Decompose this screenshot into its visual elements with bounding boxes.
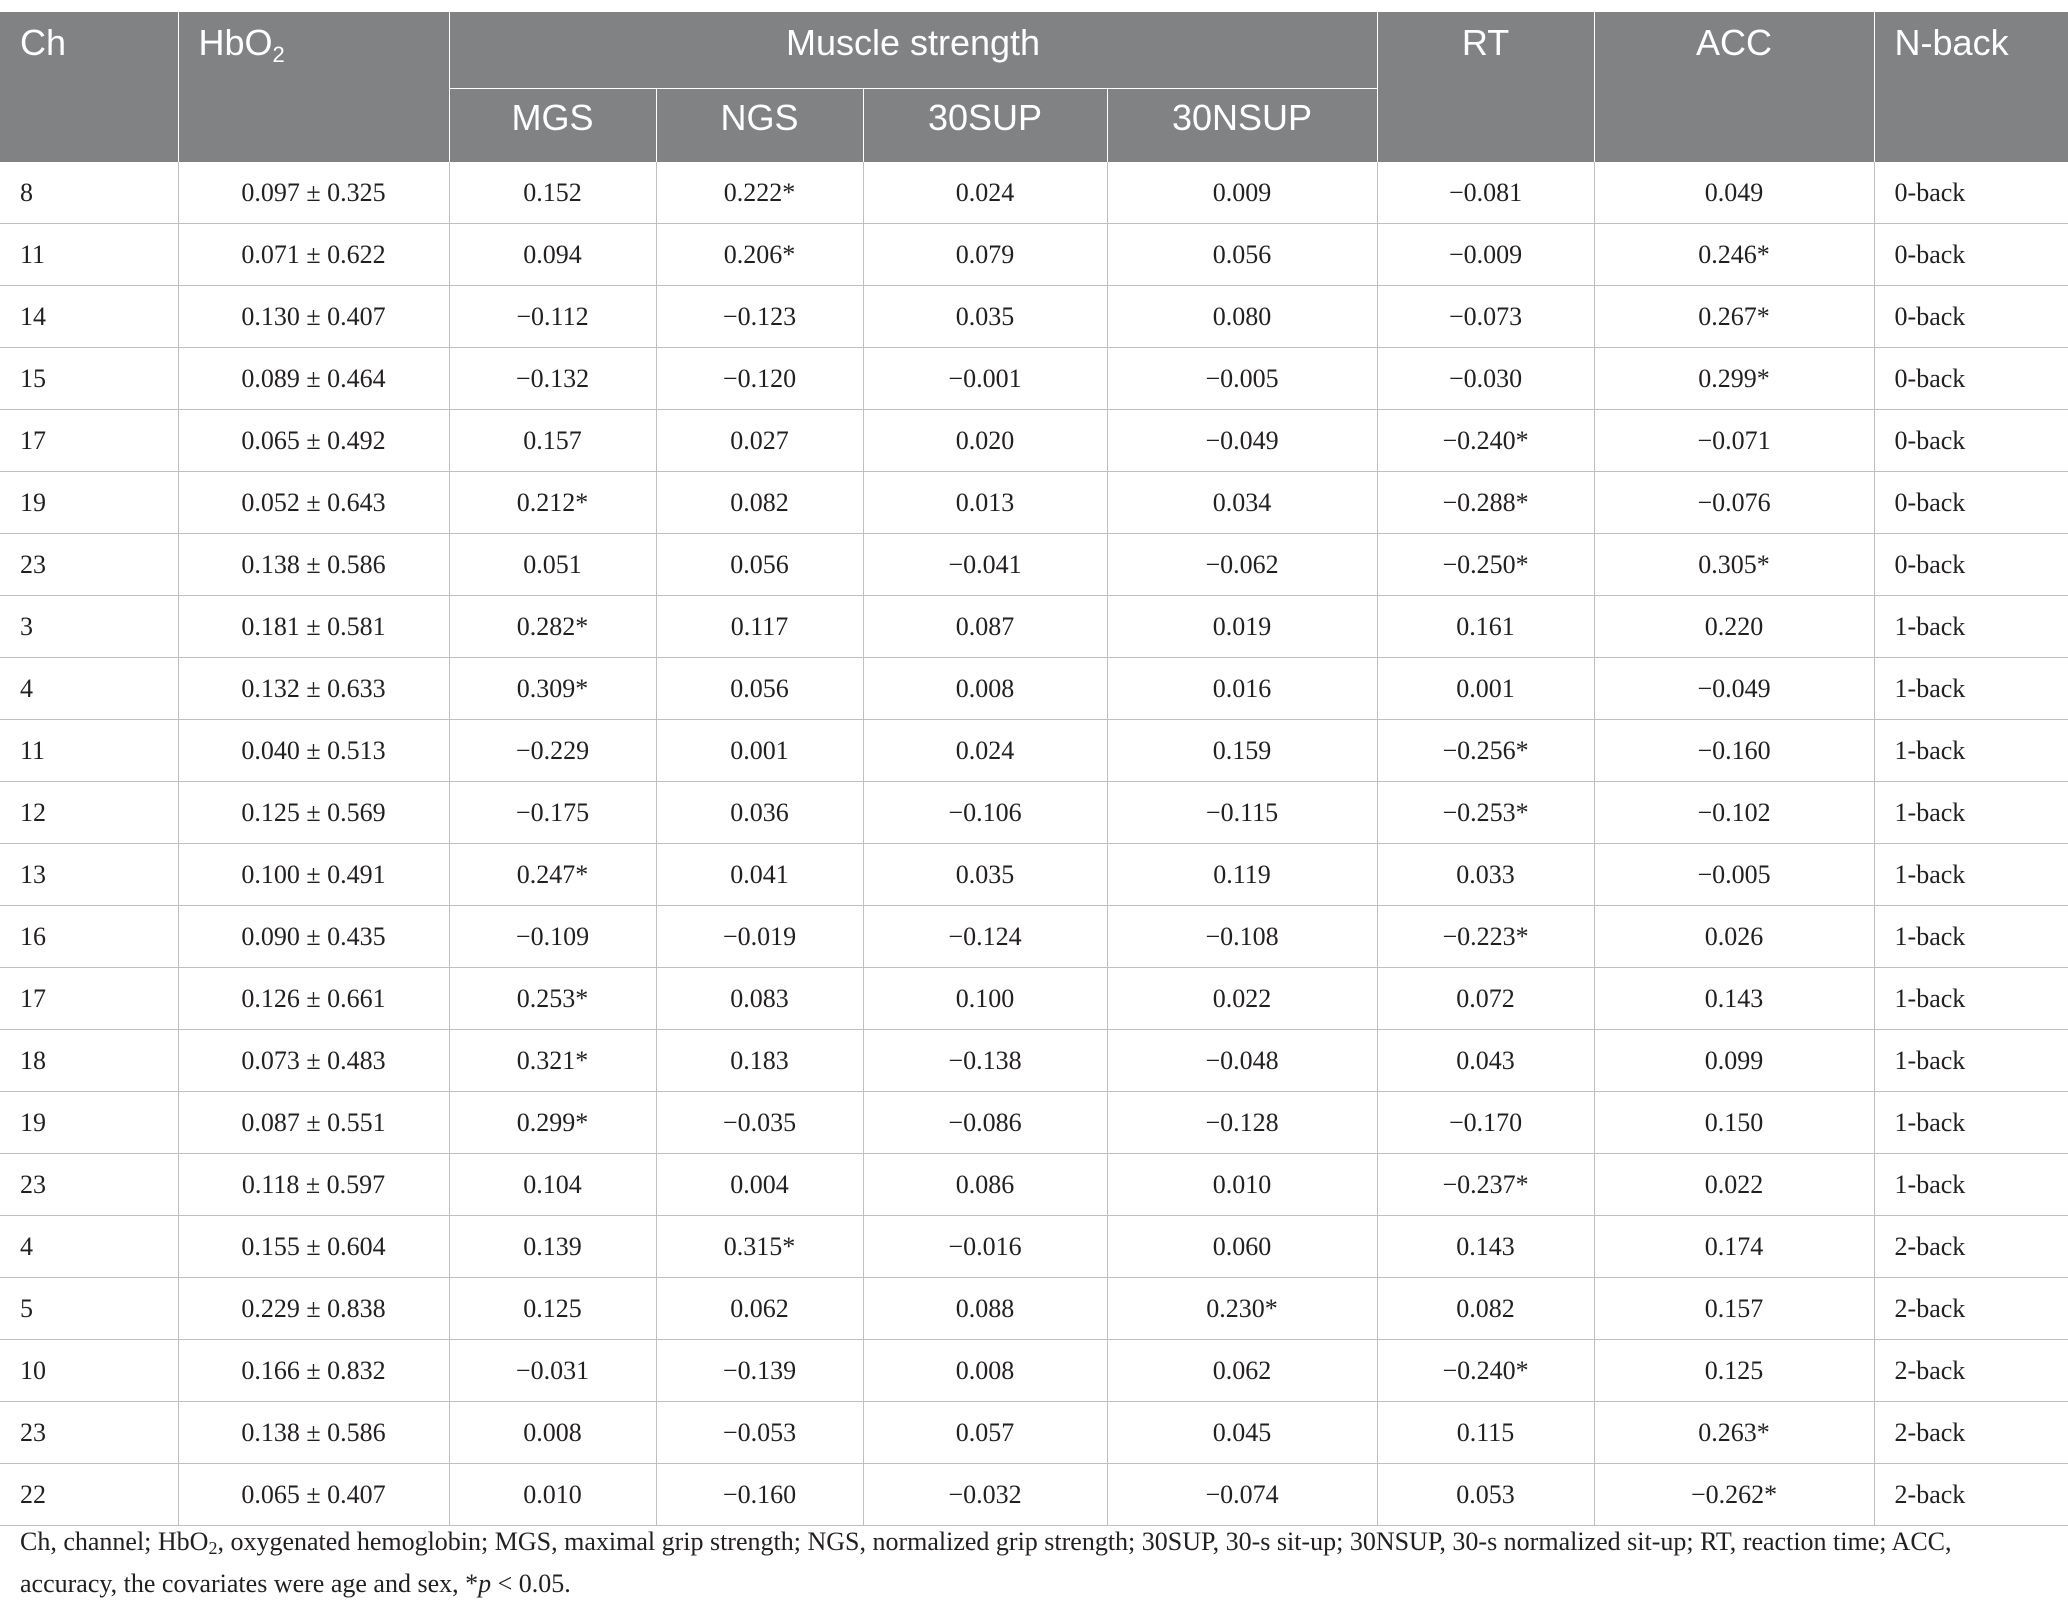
cell-ngs: −0.053 [656, 1402, 863, 1464]
cell-ch: 10 [0, 1340, 178, 1402]
cell-rt: 0.033 [1377, 844, 1594, 906]
cell-nback: 0-back [1874, 348, 2068, 410]
cell-acc: −0.049 [1594, 658, 1874, 720]
cell-ngs: 0.062 [656, 1278, 863, 1340]
cell-hbo2: 0.052 ± 0.643 [178, 472, 449, 534]
cell-acc: 0.150 [1594, 1092, 1874, 1154]
cell-acc: 0.022 [1594, 1154, 1874, 1216]
cell-30nsup: −0.074 [1107, 1464, 1377, 1526]
cell-mgs: 0.247* [449, 844, 656, 906]
cell-ngs: 0.041 [656, 844, 863, 906]
cell-nback: 0-back [1874, 410, 2068, 472]
header-rt: RT [1377, 12, 1594, 162]
cell-nback: 1-back [1874, 720, 2068, 782]
cell-30nsup: 0.159 [1107, 720, 1377, 782]
cell-30sup: −0.138 [863, 1030, 1107, 1092]
cell-ngs: 0.117 [656, 596, 863, 658]
cell-nback: 2-back [1874, 1216, 2068, 1278]
table-row [0, 286, 2068, 348]
cell-hbo2: 0.155 ± 0.604 [178, 1216, 449, 1278]
cell-acc: 0.220 [1594, 596, 1874, 658]
cell-nback: 1-back [1874, 844, 2068, 906]
cell-nback: 0-back [1874, 286, 2068, 348]
table-row [0, 224, 2068, 286]
cell-acc: 0.267* [1594, 286, 1874, 348]
table-row [0, 1216, 2068, 1278]
cell-hbo2: 0.138 ± 0.586 [178, 534, 449, 596]
table-row [0, 472, 2068, 534]
cell-mgs: −0.109 [449, 906, 656, 968]
table-header [0, 12, 2068, 162]
cell-ngs: 0.027 [656, 410, 863, 472]
table-row [0, 782, 2068, 844]
cell-nback: 1-back [1874, 596, 2068, 658]
header-ch: Ch [0, 12, 178, 162]
cell-rt: −0.256* [1377, 720, 1594, 782]
header-muscle-strength: Muscle strength [449, 12, 1377, 89]
footnote-text-3: < 0.05. [491, 1569, 571, 1598]
cell-hbo2: 0.089 ± 0.464 [178, 348, 449, 410]
cell-rt: −0.009 [1377, 224, 1594, 286]
cell-rt: 0.115 [1377, 1402, 1594, 1464]
cell-mgs: −0.175 [449, 782, 656, 844]
table-row [0, 1092, 2068, 1154]
cell-30nsup: −0.062 [1107, 534, 1377, 596]
footnote-p-symbol: p [478, 1569, 492, 1598]
cell-30nsup: 0.022 [1107, 968, 1377, 1030]
cell-nback: 1-back [1874, 1030, 2068, 1092]
table-row [0, 348, 2068, 410]
cell-acc: 0.174 [1594, 1216, 1874, 1278]
table-row [0, 844, 2068, 906]
cell-ch: 19 [0, 1092, 178, 1154]
cell-30nsup: 0.010 [1107, 1154, 1377, 1216]
cell-nback: 0-back [1874, 472, 2068, 534]
cell-mgs: 0.139 [449, 1216, 656, 1278]
cell-30nsup: −0.005 [1107, 348, 1377, 410]
cell-ch: 4 [0, 1216, 178, 1278]
cell-hbo2: 0.073 ± 0.483 [178, 1030, 449, 1092]
table-row [0, 534, 2068, 596]
table-row [0, 596, 2068, 658]
cell-30nsup: 0.045 [1107, 1402, 1377, 1464]
cell-30nsup: 0.062 [1107, 1340, 1377, 1402]
cell-30sup: 0.079 [863, 224, 1107, 286]
cell-rt: 0.143 [1377, 1216, 1594, 1278]
cell-nback: 1-back [1874, 782, 2068, 844]
cell-30sup: 0.008 [863, 658, 1107, 720]
cell-mgs: −0.031 [449, 1340, 656, 1402]
cell-30sup: 0.035 [863, 844, 1107, 906]
cell-30sup: 0.035 [863, 286, 1107, 348]
cell-rt: 0.161 [1377, 596, 1594, 658]
cell-rt: −0.030 [1377, 348, 1594, 410]
cell-rt: −0.240* [1377, 1340, 1594, 1402]
cell-ngs: 0.083 [656, 968, 863, 1030]
table-footnote [20, 1522, 2040, 1603]
cell-rt: 0.053 [1377, 1464, 1594, 1526]
cell-acc: 0.143 [1594, 968, 1874, 1030]
cell-ngs: 0.082 [656, 472, 863, 534]
cell-rt: −0.237* [1377, 1154, 1594, 1216]
cell-ngs: 0.056 [656, 534, 863, 596]
cell-hbo2: 0.126 ± 0.661 [178, 968, 449, 1030]
cell-30nsup: −0.048 [1107, 1030, 1377, 1092]
cell-ch: 12 [0, 782, 178, 844]
cell-ch: 8 [0, 162, 178, 224]
cell-nback: 0-back [1874, 534, 2068, 596]
cell-mgs: 0.094 [449, 224, 656, 286]
header-ngs: NGS [656, 89, 863, 163]
cell-30sup: 0.057 [863, 1402, 1107, 1464]
cell-30sup: −0.032 [863, 1464, 1107, 1526]
cell-ngs: 0.222* [656, 162, 863, 224]
cell-30nsup: 0.060 [1107, 1216, 1377, 1278]
table-row [0, 1340, 2068, 1402]
cell-30sup: −0.001 [863, 348, 1107, 410]
results-table-container [0, 12, 2068, 1526]
cell-ngs: 0.183 [656, 1030, 863, 1092]
cell-ch: 11 [0, 224, 178, 286]
cell-mgs: 0.299* [449, 1092, 656, 1154]
cell-ngs: −0.160 [656, 1464, 863, 1526]
cell-ngs: −0.139 [656, 1340, 863, 1402]
cell-rt: −0.240* [1377, 410, 1594, 472]
cell-rt: 0.001 [1377, 658, 1594, 720]
cell-hbo2: 0.166 ± 0.832 [178, 1340, 449, 1402]
cell-ch: 23 [0, 1402, 178, 1464]
cell-mgs: 0.253* [449, 968, 656, 1030]
table-body [0, 162, 2068, 1526]
cell-rt: −0.081 [1377, 162, 1594, 224]
header-30sup: 30SUP [863, 89, 1107, 163]
cell-acc: −0.262* [1594, 1464, 1874, 1526]
cell-nback: 1-back [1874, 1092, 2068, 1154]
cell-30sup: 0.024 [863, 720, 1107, 782]
cell-nback: 1-back [1874, 1154, 2068, 1216]
cell-acc: −0.005 [1594, 844, 1874, 906]
cell-hbo2: 0.040 ± 0.513 [178, 720, 449, 782]
cell-30nsup: 0.019 [1107, 596, 1377, 658]
cell-mgs: 0.152 [449, 162, 656, 224]
table-row [0, 1030, 2068, 1092]
cell-rt: −0.253* [1377, 782, 1594, 844]
cell-mgs: 0.282* [449, 596, 656, 658]
cell-rt: 0.072 [1377, 968, 1594, 1030]
cell-rt: −0.288* [1377, 472, 1594, 534]
cell-nback: 2-back [1874, 1340, 2068, 1402]
cell-mgs: 0.309* [449, 658, 656, 720]
cell-ch: 23 [0, 534, 178, 596]
cell-30nsup: 0.016 [1107, 658, 1377, 720]
cell-ngs: −0.019 [656, 906, 863, 968]
cell-ch: 15 [0, 348, 178, 410]
header-mgs: MGS [449, 89, 656, 163]
cell-acc: 0.299* [1594, 348, 1874, 410]
cell-ngs: 0.315* [656, 1216, 863, 1278]
cell-nback: 0-back [1874, 162, 2068, 224]
cell-ngs: 0.004 [656, 1154, 863, 1216]
cell-rt: −0.073 [1377, 286, 1594, 348]
cell-hbo2: 0.087 ± 0.551 [178, 1092, 449, 1154]
cell-acc: 0.305* [1594, 534, 1874, 596]
cell-30sup: 0.088 [863, 1278, 1107, 1340]
cell-30sup: −0.124 [863, 906, 1107, 968]
cell-hbo2: 0.065 ± 0.407 [178, 1464, 449, 1526]
cell-ngs: −0.123 [656, 286, 863, 348]
cell-ch: 18 [0, 1030, 178, 1092]
cell-mgs: 0.010 [449, 1464, 656, 1526]
cell-hbo2: 0.130 ± 0.407 [178, 286, 449, 348]
table-row [0, 410, 2068, 472]
cell-hbo2: 0.181 ± 0.581 [178, 596, 449, 658]
cell-acc: 0.263* [1594, 1402, 1874, 1464]
cell-ch: 3 [0, 596, 178, 658]
cell-ngs: 0.036 [656, 782, 863, 844]
cell-ch: 13 [0, 844, 178, 906]
cell-30nsup: −0.128 [1107, 1092, 1377, 1154]
table-row [0, 658, 2068, 720]
cell-mgs: 0.051 [449, 534, 656, 596]
table-row [0, 906, 2068, 968]
cell-ch: 14 [0, 286, 178, 348]
header-30nsup: 30NSUP [1107, 89, 1377, 163]
cell-mgs: −0.229 [449, 720, 656, 782]
cell-ngs: −0.035 [656, 1092, 863, 1154]
cell-hbo2: 0.097 ± 0.325 [178, 162, 449, 224]
cell-acc: 0.246* [1594, 224, 1874, 286]
cell-30nsup: 0.119 [1107, 844, 1377, 906]
header-hbo2-subscript: 2 [272, 42, 285, 67]
table-row [0, 162, 2068, 224]
cell-30nsup: 0.230* [1107, 1278, 1377, 1340]
table-row [0, 720, 2068, 782]
table-row [0, 968, 2068, 1030]
cell-30sup: −0.086 [863, 1092, 1107, 1154]
cell-30nsup: 0.034 [1107, 472, 1377, 534]
cell-30sup: −0.106 [863, 782, 1107, 844]
cell-mgs: −0.112 [449, 286, 656, 348]
footnote-text-1: Ch, channel; HbO [20, 1527, 209, 1556]
cell-mgs: 0.212* [449, 472, 656, 534]
correlation-table [0, 12, 2068, 1526]
cell-rt: −0.250* [1377, 534, 1594, 596]
cell-ch: 17 [0, 410, 178, 472]
cell-ngs: 0.206* [656, 224, 863, 286]
cell-nback: 2-back [1874, 1278, 2068, 1340]
cell-mgs: 0.008 [449, 1402, 656, 1464]
cell-acc: −0.076 [1594, 472, 1874, 534]
cell-hbo2: 0.071 ± 0.622 [178, 224, 449, 286]
table-row [0, 1402, 2068, 1464]
cell-hbo2: 0.132 ± 0.633 [178, 658, 449, 720]
cell-ch: 22 [0, 1464, 178, 1526]
header-nback: N-back [1874, 12, 2068, 162]
cell-30sup: −0.016 [863, 1216, 1107, 1278]
table-row [0, 1278, 2068, 1340]
cell-mgs: −0.132 [449, 348, 656, 410]
cell-acc: 0.026 [1594, 906, 1874, 968]
header-hbo2 [178, 12, 449, 162]
cell-30nsup: 0.080 [1107, 286, 1377, 348]
cell-30nsup: −0.115 [1107, 782, 1377, 844]
cell-ch: 17 [0, 968, 178, 1030]
header-hbo2-main: HbO [198, 22, 273, 63]
cell-mgs: 0.157 [449, 410, 656, 472]
cell-30sup: 0.013 [863, 472, 1107, 534]
table-row [0, 1154, 2068, 1216]
cell-ngs: 0.001 [656, 720, 863, 782]
cell-hbo2: 0.065 ± 0.492 [178, 410, 449, 472]
cell-rt: 0.043 [1377, 1030, 1594, 1092]
cell-mgs: 0.104 [449, 1154, 656, 1216]
cell-30nsup: −0.108 [1107, 906, 1377, 968]
cell-30sup: 0.008 [863, 1340, 1107, 1402]
footnote-text-2: , oxygenated hemoglobin; MGS, maximal grip strength; NGS, normalized grip strength; 30SUP, 30-s sit-up; 30NSUP, 30-s normalized sit-up; RT, reaction time; ACC, accuracy, the covariates were age and sex, * [20, 1527, 1952, 1598]
cell-hbo2: 0.090 ± 0.435 [178, 906, 449, 968]
cell-acc: −0.160 [1594, 720, 1874, 782]
cell-nback: 2-back [1874, 1464, 2068, 1526]
cell-30sup: 0.087 [863, 596, 1107, 658]
cell-ch: 16 [0, 906, 178, 968]
cell-ch: 23 [0, 1154, 178, 1216]
cell-30sup: 0.020 [863, 410, 1107, 472]
cell-ngs: 0.056 [656, 658, 863, 720]
cell-30sup: 0.086 [863, 1154, 1107, 1216]
cell-rt: −0.223* [1377, 906, 1594, 968]
cell-30sup: −0.041 [863, 534, 1107, 596]
cell-acc: 0.099 [1594, 1030, 1874, 1092]
cell-acc: 0.125 [1594, 1340, 1874, 1402]
cell-rt: −0.170 [1377, 1092, 1594, 1154]
cell-hbo2: 0.125 ± 0.569 [178, 782, 449, 844]
cell-30nsup: 0.056 [1107, 224, 1377, 286]
cell-ch: 19 [0, 472, 178, 534]
cell-hbo2: 0.229 ± 0.838 [178, 1278, 449, 1340]
footnote-subscript: 2 [208, 1538, 218, 1558]
cell-30nsup: −0.049 [1107, 410, 1377, 472]
header-acc: ACC [1594, 12, 1874, 162]
cell-hbo2: 0.100 ± 0.491 [178, 844, 449, 906]
cell-mgs: 0.125 [449, 1278, 656, 1340]
cell-hbo2: 0.138 ± 0.586 [178, 1402, 449, 1464]
cell-nback: 0-back [1874, 224, 2068, 286]
cell-nback: 1-back [1874, 658, 2068, 720]
table-row [0, 1464, 2068, 1526]
cell-30nsup: 0.009 [1107, 162, 1377, 224]
cell-nback: 2-back [1874, 1402, 2068, 1464]
cell-mgs: 0.321* [449, 1030, 656, 1092]
cell-acc: 0.157 [1594, 1278, 1874, 1340]
cell-acc: −0.102 [1594, 782, 1874, 844]
cell-30sup: 0.024 [863, 162, 1107, 224]
cell-acc: −0.071 [1594, 410, 1874, 472]
cell-hbo2: 0.118 ± 0.597 [178, 1154, 449, 1216]
cell-acc: 0.049 [1594, 162, 1874, 224]
cell-nback: 1-back [1874, 906, 2068, 968]
cell-ngs: −0.120 [656, 348, 863, 410]
cell-rt: 0.082 [1377, 1278, 1594, 1340]
cell-ch: 11 [0, 720, 178, 782]
cell-nback: 1-back [1874, 968, 2068, 1030]
cell-ch: 5 [0, 1278, 178, 1340]
cell-ch: 4 [0, 658, 178, 720]
cell-30sup: 0.100 [863, 968, 1107, 1030]
